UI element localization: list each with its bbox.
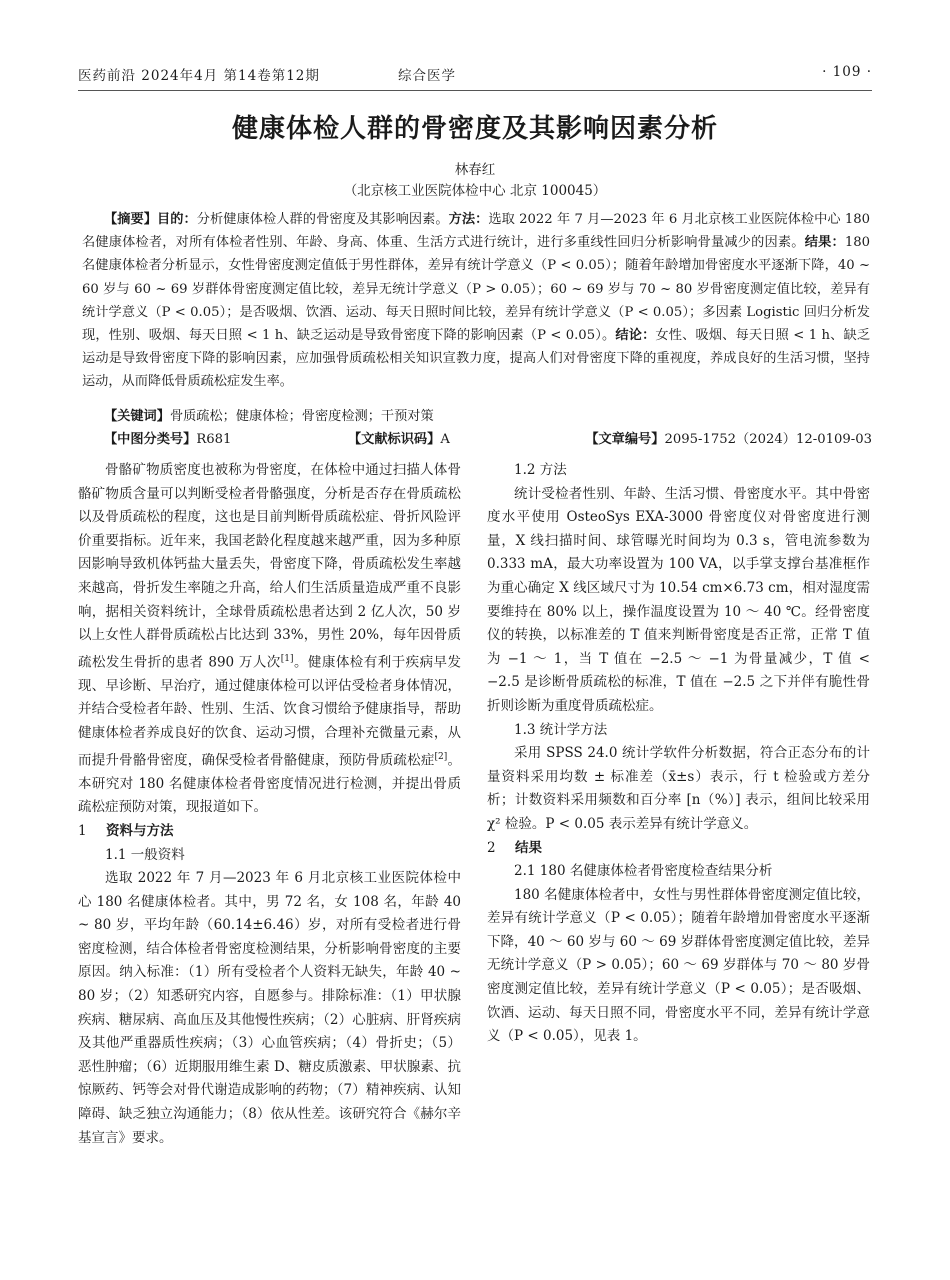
intro-text-a: 骨骼矿物质密度也被称为骨密度，在体检中通过扫描人体骨骼矿物质含量可以判断受检者骨骼强度，分析是否存在骨质疏松以及骨质疏松的程度，这也是目前判断骨质疏松症、骨折风险评价重要指标。近年来，我国老龄化程度越来越严重，因为多种原因影响导致机体钙盐大量丢失，骨密度下降，骨质疏松发生率越来越高，骨折发生率随之升高，给人们生活质量造成严重不良影响，据相关资料统计，全球骨质疏松患者达到 2 亿人次，50 岁以上女性人群骨质疏松占比达到 33%，男性 20%，每年因骨质疏松发生骨折的患者 890 万人次 — [78, 462, 461, 671]
intro-text-c: 。本研究对 180 名健康体检者骨密度情况进行检测，并提出骨质疏松症预防对策，现报道如下。 — [78, 752, 462, 816]
running-head — [78, 64, 872, 84]
conclusion-label: 结论： — [615, 328, 656, 344]
journal-issue: 医药前沿 2024年4月 第14卷第12期 — [78, 68, 320, 84]
section-2-1-heading: 2.1 180 名健康体检者骨密度检查结果分析 — [514, 863, 773, 880]
section-1-2-text: 统计受检者性别、年龄、生活习惯、骨密度水平。其中骨密度水平使用 OsteoSys EXA-3000 骨密度仪对骨密度进行测量，X 线扫描时间、球管曝光时间均为 0.3 s，管电流参数为 0.333 mA，最大功率设置为 100 VA，以手掌支撑台基准框作为重心确定 X 线区域尺寸为 10.54 cm×6.73 cm，相对湿度需要维持在 80% 以上，操作温度设置为 10 ～ 40 ℃。经骨密度仪的转换，以标准差的 T 值来判断骨密度是否正常，正常 T 值为 −1 ～ 1，当 T 值在 −2.5 ～ −1 为骨量减少，T 值 < −2.5 是诊断骨质疏松的标准，T 值在 −2.5 之下并伴有脆性骨折则诊断为重度骨质疏松症。 — [487, 485, 870, 714]
result-label: 结果： — [804, 235, 845, 251]
header-rule — [78, 90, 872, 91]
doc-label: 【文献标识码】 — [348, 432, 441, 447]
section-name: 综合医学 — [398, 68, 456, 84]
section-2-title: 结果 — [515, 839, 542, 856]
article-title: 健康体检人群的骨密度及其影响因素分析 — [231, 114, 718, 144]
section-1-1-text: 选取 2022 年 7 月—2023 年 6 月北京核工业医院体检中心 180 名健康体检者。其中，男 72 名，女 108 名，年龄 40 ~ 80 岁，平均年龄（60.14±6.46）岁，对所有受检者进行骨密度检测，结合体检者骨密度检测结果，分析影响骨密度的主要原因。纳入标准：（1）所有受检者个人资料无缺失，年龄 40 ~ 80 岁；（2）知悉研究内容，自愿参与。排除标准：（1）甲状腺疾病、糖尿病、高血压及其他慢性疾病；（2）心脏病、肝肾疾病及其他严重器质性疾病；（3）心血管疾病；（4）骨折史；（5）恶性肿瘤；（6）近期服用维生素 D、糖皮质激素、甲状腺素、抗惊厥药、钙等会对骨代谢造成影响的药物；（7）精神疾病、认知障碍、缺乏独立沟通能力；（8）依从性差。该研究符合《赫尔辛基宣言》要求。 — [78, 870, 461, 1146]
article-number — [585, 428, 872, 447]
doc-value: A — [440, 432, 450, 447]
section-1-3-heading: 1.3 统计学方法 — [514, 721, 608, 738]
keywords-label: 【关键词】 — [104, 409, 170, 424]
keywords — [104, 405, 870, 424]
document-code — [348, 428, 450, 447]
section-1-1-heading: 1.1 一般资料 — [105, 846, 185, 863]
section-1-heading — [78, 820, 461, 844]
article-page — [78, 0, 872, 1280]
section-1-2-heading: 1.2 方法 — [514, 462, 567, 478]
intro-text-b: 。健康体检有利于疾病早发现、早诊断、早治疗，通过健康体检可以评估受检者身体情况，并结合受检者年龄、性别、生活、饮食习惯给予健康指导，帮助健康体检者养成良好的饮食、运动习惯，合理补充微量元素，从而提升骨骼骨密度，确保受检者骨骼健康，预防骨质疏松症 — [78, 654, 462, 769]
section-1-3-text: 采用 SPSS 24.0 统计学软件分析数据，符合正态分布的计量资料采用均数 ± 标准差（x̄±s）表示，行 t 检验或方差分析；计数资料采用频数和百分率 [n（%）] 表示，组间比较采用 χ² 检验。P < 0.05 表示差异有统计学意义。 — [487, 745, 870, 832]
section-1-title: 资料与方法 — [106, 822, 174, 839]
right-column — [487, 459, 870, 1049]
clc-value: R681 — [196, 432, 232, 447]
section-2-1-text: 180 名健康体检者中，女性与男性群体骨密度测定值比较，差异有统计学意义（P < 0.05）；随着年龄增加骨密度水平逐渐下降，40 ～ 60 岁与 60 ～ 69 岁群体骨密度测定值比较，差异无统计学意义（P > 0.05）；60 ～ 69 岁群体与 70 ～ 80 岁骨密度测定值比较，差异有统计学意义（P < 0.05）；是否吸烟、饮酒、运动、每天日照不同，骨密度水平不同，差异有统计学意义（P < 0.05），见表 1。 — [487, 886, 870, 1045]
page-number: · 109 · — [822, 64, 872, 80]
art-value: 2095-1752（2024）12-0109-03 — [664, 432, 872, 447]
clc-code — [104, 428, 231, 447]
method-text: 选取 2022 年 7 月—2023 年 6 月北京核工业医院体检中心 180 名健康体检者，对所有体检者性别、年龄、身高、体重、生活方式进行统计，进行多重线性回归分析影响骨量减少的因素。 — [82, 212, 871, 251]
left-column — [78, 459, 461, 1150]
section-1-number: 1 — [78, 822, 87, 839]
ref-2: [2] — [434, 751, 448, 762]
abstract — [82, 208, 870, 394]
conclusion-text: 女性、吸烟、每天日照 < 1 h、缺乏运动是导致骨密度下降的影响因素，应加强骨质疏松相关知识宣教力度，提高人们对骨密度下降的重视度，养成良好的生活习惯，坚持运动，从而降低骨质疏松症发生率。 — [82, 328, 871, 390]
abstract-label: 【摘要】 — [104, 212, 158, 227]
keywords-text: 骨质疏松；健康体检；骨密度检测；干预对策 — [169, 409, 434, 424]
result-text: 180 名健康体检者分析显示，女性骨密度测定值低于男性群体，差异有统计学意义（P < 0.05）；随着年龄增加骨密度水平逐渐下降，40 ~ 60 岁与 60 ~ 69 岁群体骨密度测定值比较，差异无统计学意义（P > 0.05）；60 ~ 69 岁与 70 ~ 80 岁骨密度测定值比较，差异有统计学意义（P < 0.05）；是否吸烟、饮酒、运动、每天日照时间比较，差异有统计学意义（P < 0.05）；多因素 Logistic 回归分析发现，性别、吸烟、每天日照 < 1 h、缺乏运动是导致骨密度下降的影响因素（P < 0.05）。 — [82, 235, 871, 344]
objective-text: 分析健康体检人群的骨密度及其影响因素。 — [196, 212, 449, 227]
author: 林春红 — [454, 162, 496, 178]
method-label: 方法： — [448, 212, 489, 227]
objective-label: 目的： — [157, 212, 197, 227]
section-2-heading — [487, 837, 870, 861]
section-2-number: 2 — [487, 839, 496, 856]
affiliation: （北京核工业医院体检中心 北京 100045） — [343, 183, 607, 199]
intro-paragraph — [78, 459, 461, 820]
ref-1: [1] — [280, 653, 294, 664]
clc-label: 【中图分类号】 — [104, 432, 197, 447]
art-label: 【文章编号】 — [585, 432, 665, 447]
